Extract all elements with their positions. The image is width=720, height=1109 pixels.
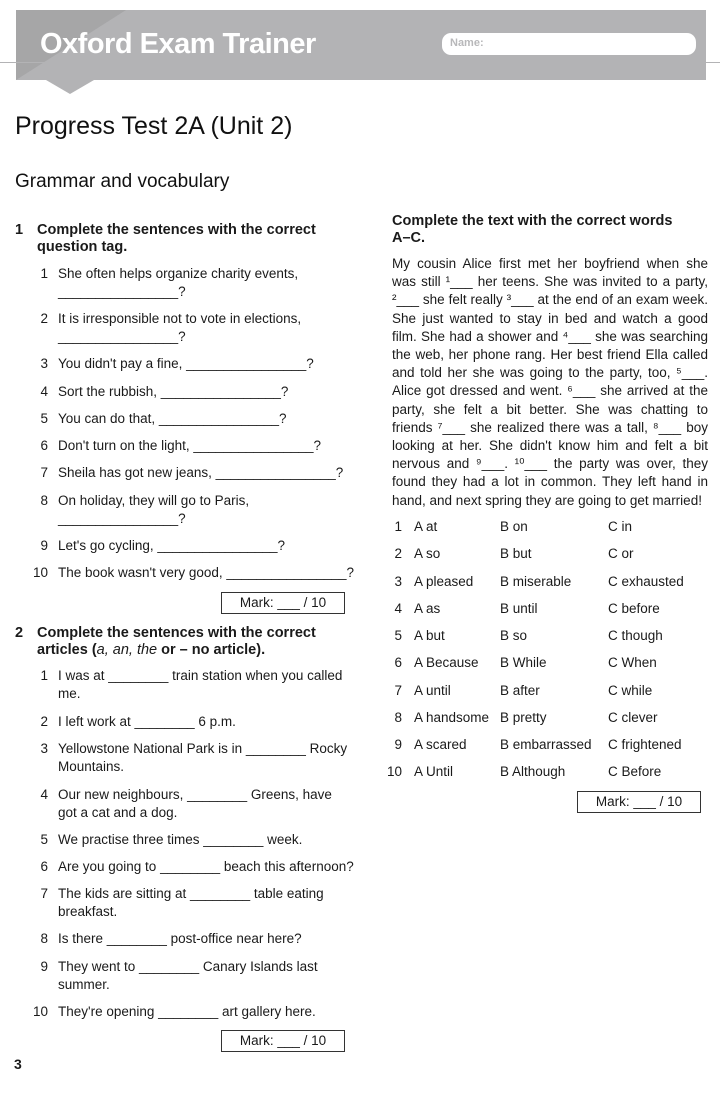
q2-item: 10 They're opening ________ art gallery here.: [32, 1004, 316, 1019]
q1-heading-text: Complete the sentences with the correct question tag.: [37, 222, 316, 255]
page-number: 3: [14, 1056, 22, 1072]
q1-mark-box: Mark: ___ / 10: [221, 592, 345, 614]
option-row: 6 A Because B While C When: [394, 655, 657, 670]
q1-number: 1: [15, 222, 24, 238]
header-banner: [16, 10, 706, 80]
q3-mark-box: Mark: ___ / 10: [577, 791, 701, 813]
q2-item: 3 Yellowstone National Park is in ________ Rocky Mountains.: [40, 741, 348, 774]
q3-heading: Complete the text with the correct words A–C.: [392, 213, 673, 246]
section-title: Grammar and vocabulary: [15, 171, 230, 192]
page-title: Progress Test 2A (Unit 2): [15, 112, 293, 140]
option-row: 4 A as B until C before: [394, 601, 660, 616]
q1-item: 3 You didn't pay a fine, ________________?: [40, 356, 314, 371]
q1-item: 9 Let's go cycling, ________________?: [40, 538, 286, 553]
q2-item: 6 Are you going to ________ beach this afternoon?: [40, 859, 354, 874]
header-rule: [0, 62, 720, 63]
brand-title: Oxford Exam Trainer: [40, 28, 316, 60]
name-label: Name:: [450, 37, 484, 49]
q1-item: 7 Sheila has got new jeans, ________________?: [40, 465, 344, 480]
option-row: 3 A pleased B miserable C exhausted: [394, 574, 684, 589]
option-row: 5 A but B so C though: [394, 628, 663, 643]
option-row: 2 A so B but C or: [394, 546, 634, 561]
q2-number: 2: [15, 625, 24, 641]
option-row: 9 A scared B embarrassed C frightened: [394, 737, 682, 752]
q1-item: 8 On holiday, they will go to Paris, ________________?: [40, 493, 250, 526]
q2-item: 1 I was at ________ train station when you called me.: [40, 668, 343, 701]
q2-mark-box: Mark: ___ / 10: [221, 1030, 345, 1052]
q2-item: 2 I left work at ________ 6 p.m.: [40, 714, 236, 729]
q2-item: 5 We practise three times ________ week.: [40, 832, 303, 847]
q2-item: 7 The kids are sitting at ________ table eating breakfast.: [40, 886, 324, 919]
q1-item: 10 The book wasn't very good, ________________?: [32, 565, 355, 580]
q2-item: 9 They went to ________ Canary Islands last summer.: [40, 959, 318, 992]
q1-item: 5 You can do that, ________________?: [40, 411, 287, 426]
option-row: 1 A at B on C in: [394, 519, 633, 534]
name-field[interactable]: [442, 33, 696, 55]
option-row: 7 A until B after C while: [394, 683, 653, 698]
q1-item: 6 Don't turn on the light, ________________?: [40, 438, 322, 453]
option-row: 8 A handsome B pretty C clever: [394, 710, 658, 725]
q3-passage: My cousin Alice first met her boyfriend when she was still ¹___ her teens. She was invited to a party, ²___ she felt really ³___ at the end of an exam week. She just wanted to stay in bed and watch a good film. She had a shower and ⁴___ she was searching the web, her phone rang. Her best friend Ella called and told her she was going to the party, too, ⁵___. Alice got dressed and went. ⁶___ she arrived at the party, she felt a bit better. She was chatting to friends ⁷___ she realized there was a tall, ⁸___ boy looking at her. She didn't know him and felt a bit nervous and ⁹___. ¹⁰___ the party was over, they found they had a lot in common. They left hand in hand, and next spring they are going to get married!: [392, 256, 708, 508]
q2-item: 8 Is there ________ post-office near here?: [40, 931, 302, 946]
option-row: 10 A Until B Although C Before: [386, 764, 662, 779]
q1-item: 4 Sort the rubbish, ________________?: [40, 384, 289, 399]
q2-item: 4 Our new neighbours, ________ Greens, have got a cat and a dog.: [40, 787, 332, 820]
banner-tab: [46, 80, 94, 94]
q1-item: 2 It is irresponsible not to vote in elections, ________________?: [40, 311, 302, 344]
q1-item: 1 She often helps organize charity events, ________________?: [40, 266, 299, 299]
